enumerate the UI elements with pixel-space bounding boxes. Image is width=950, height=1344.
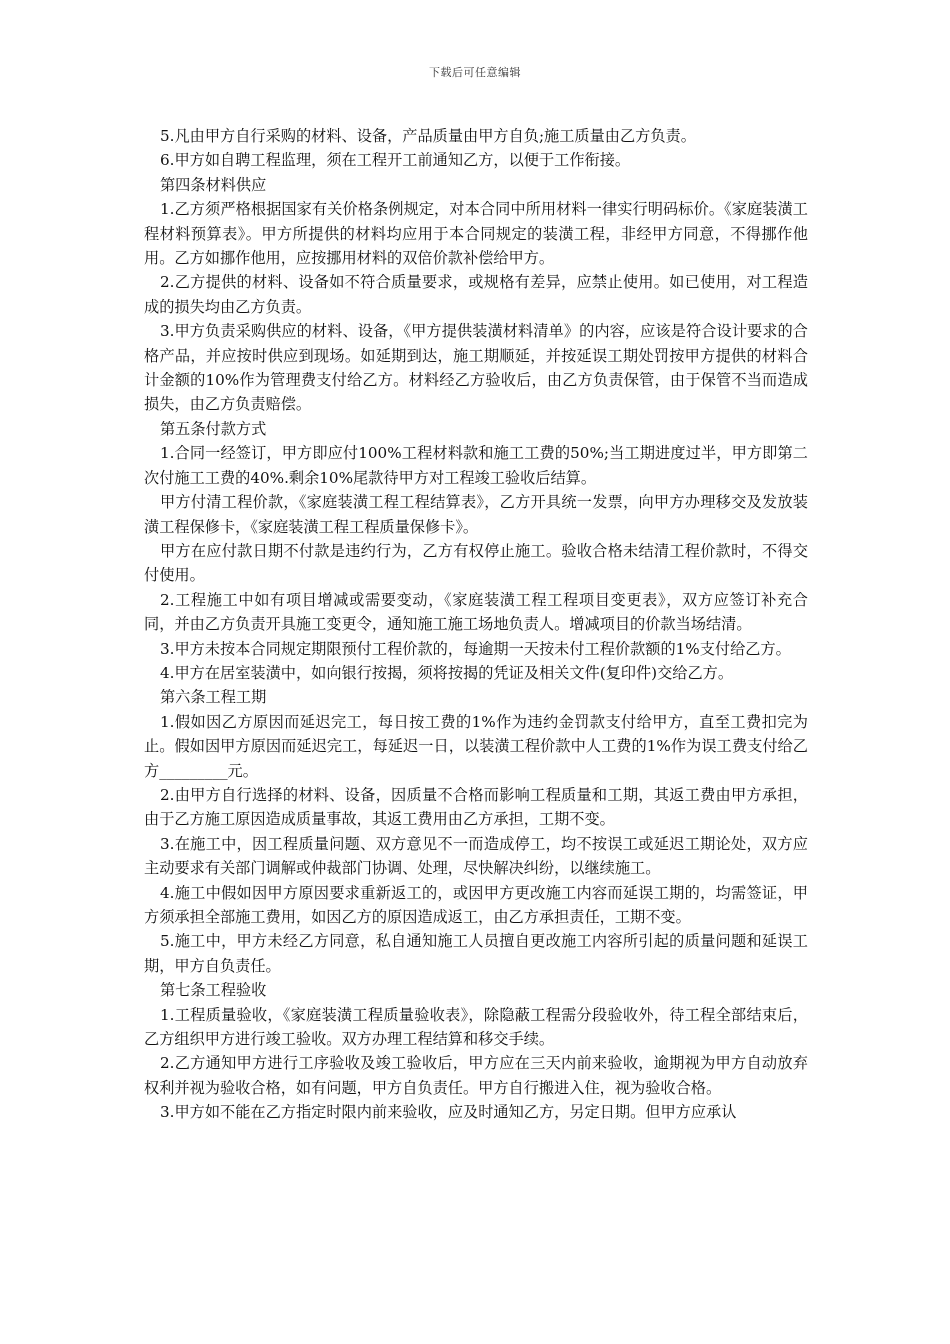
paragraph: 5.凡由甲方自行采购的材料、设备，产品质量由甲方自负;施工质量由乙方负责。 <box>159 127 696 145</box>
paragraph: 6.甲方如自聘工程监理，须在工程开工前通知乙方，以便于工作衔接。 <box>159 151 631 170</box>
paragraph: 2.由甲方自行选择的材料、设备，因质量不合格而影响工程质量和工期，其返工费由甲方承担，由于乙方施工原因造成质量事故，其返工费用由乙方承担，工期不变。 <box>144 785 808 829</box>
paragraph: 5.施工中，甲方未经乙方同意，私自通知施工人员擅自更改施工内容所引起的质量问题和延误工期，甲方自负责任。 <box>144 932 808 975</box>
document-body <box>144 124 808 1125</box>
paragraph: 3.甲方如不能在乙方指定时限内前来验收，应及时通知乙方，另定日期。但甲方应承认 <box>159 1103 737 1122</box>
paragraph: 3.在施工中，因工程质量问题、双方意见不一而造成停工，均不按误工或延迟工期论处，双方应主动要求有关部门调解或仲裁部门协调、处理，尽快解决纠纷，以继续施工。 <box>144 834 808 878</box>
paragraph: 1.假如因乙方原因而延迟完工，每日按工费的1%作为违约金罚款支付给甲方，直至工费扣完为止。假如因甲方原因而延迟完工，每延迟一日，以装潢工程价款中人工费的1%作为误工费支付给乙方_________元。 <box>144 712 808 780</box>
paragraph: 2.乙方通知甲方进行工序验收及竣工验收后，甲方应在三天内前来验收，逾期视为甲方自动放弃权利并视为验收合格，如有问题，甲方自负责任。甲方自行搬进入住，视为验收合格。 <box>144 1054 808 1097</box>
paragraph: 4.施工中假如因甲方原因要求重新返工的，或因甲方更改施工内容而延误工期的，均需签证，甲方须承担全部施工费用，如因乙方的原因造成返工，由乙方承担责任，工期不变。 <box>144 883 808 926</box>
paragraph: 甲方在应付款日期不付款是违约行为，乙方有权停止施工。验收合格未结清工程价款时，不得交付使用。 <box>144 541 808 585</box>
paragraph: 1.工程质量验收，《家庭装潢工程质量验收表》，除隐蔽工程需分段验收外，待工程全部结束后，乙方组织甲方进行竣工验收。双方办理工程结算和移交手续。 <box>144 1005 808 1049</box>
paragraph: 2.乙方提供的材料、设备如不符合质量要求，或规格有差异，应禁止使用。如已使用，对工程造成的损失均由乙方负责。 <box>144 273 808 316</box>
section-heading: 第六条工程工期 <box>159 688 267 707</box>
paragraph: 1.合同一经签订，甲方即应付100%工程材料款和施工工费的50%;当工期进度过半，甲方即第二次付施工工费的40%.剩余10%尾款待甲方对工程竣工验收后结算。 <box>144 444 808 487</box>
section-heading: 第七条工程验收 <box>159 981 267 1000</box>
section-heading: 第四条材料供应 <box>159 175 267 194</box>
paragraph: 3.甲方负责采购供应的材料、设备，《甲方提供装潢材料清单》的内容，应该是符合设计要求的合格产品，并应按时供应到现场。如延期到达，施工期顺延，并按延误工期处罚按甲方提供的材料合计金额的10%作为管理费支付给乙方。材料经乙方验收后，由乙方负责保管，由于保管不当而造成损失，由乙方负责赔偿。 <box>144 322 808 414</box>
paragraph: 4.甲方在居室装潢中，如向银行按揭，须将按揭的凭证及相关文件(复印件)交给乙方。 <box>159 663 734 682</box>
section-heading: 第五条付款方式 <box>159 419 267 438</box>
paragraph: 2.工程施工中如有项目增减或需要变动，《家庭装潢工程工程项目变更表》，双方应签订补充合同，并由乙方负责开具施工变更令，通知施工施工场地负责人。增减项目的价款当场结清。 <box>144 590 808 634</box>
page-header: 下载后可任意编辑 <box>429 66 521 79</box>
paragraph: 1.乙方须严格根据国家有关价格条例规定，对本合同中所用材料一律实行明码标价。《家庭装潢工程材料预算表》。甲方所提供的材料均应用于本合同规定的装潢工程，非经甲方同意，不得挪作他用。乙方如挪作他用，应按挪用材料的双倍价款补偿给甲方。 <box>144 200 808 268</box>
paragraph: 甲方付清工程价款，《家庭装潢工程工程结算表》，乙方开具统一发票，向甲方办理移交及发放装潢工程保修卡，《家庭装潢工程工程质量保修卡》。 <box>144 493 808 536</box>
paragraph: 3.甲方未按本合同规定期限预付工程价款的，每逾期一天按未付工程价款额的1%支付给乙方。 <box>159 639 791 658</box>
